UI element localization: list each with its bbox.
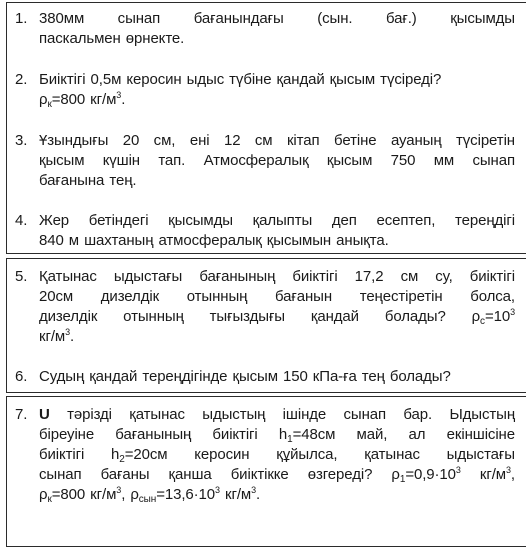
problem-text-line: U тәрізді қатынас ыдыстың ішінде сынап бар. Ыдыстың: [39, 406, 515, 423]
problem-text-line: біреуіне бағанының биіктігі $h_1=48см$ май, ал екіншісіне: [39, 426, 515, 445]
problem-text-line: қысым күшін тап. Атмосфералық қысым 750 мм сынап: [39, 152, 515, 169]
problem-text-line: Қатынас ыдыстағы бағанының биіктігі 17,2 см су, биіктігі: [39, 268, 515, 285]
problem-2: [15, 70, 515, 110]
problem-text-line: бағанына тең.: [39, 172, 137, 189]
problem-text-line: 380мм сынап бағанындағы (сын. бағ.) қысымды: [39, 10, 515, 27]
problem-text-line: 20см дизелдік отынның бағанын теңестіретін болса,: [39, 288, 515, 305]
problem-number: 7.: [15, 406, 28, 423]
problem-number: 6.: [15, 368, 28, 385]
worksheet: [6, 2, 515, 547]
problem-text-line: Судың қандай тереңдігінде қысым 150 кПа-ға тең болады?: [39, 368, 451, 385]
problem-number: 3.: [15, 132, 28, 149]
problem-1: [15, 9, 515, 49]
problem-7: [15, 405, 515, 505]
problem-text-line: 840 м шахтаның атмосфералық қысымын анықта.: [39, 232, 389, 249]
problem-group-3: [6, 396, 526, 547]
problem-group-1: [6, 2, 526, 254]
problem-number: 2.: [15, 71, 28, 88]
problem-text-line: паскальмен өрнекте.: [39, 30, 185, 47]
problem-6: [15, 367, 515, 387]
problem-text-line: Биіктігі 0,5м керосин ыдыс түбіне қандай қысым түсіреді?: [39, 71, 442, 88]
problem-text-line: сынап бағаны қанша биіктікке өзгереді? $\rho_1=0,9\cdot 10^3$ $кг/м^3$,: [39, 465, 515, 485]
problem-5: [15, 267, 515, 347]
problem-4: [15, 211, 515, 251]
problem-number: 1.: [15, 10, 28, 27]
problem-text-line: Жер бетіндегі қысымды қалыпты деп есептеп, тереңдігі: [39, 212, 515, 229]
problem-group-2: [6, 258, 526, 393]
problem-text-line: дизелдік отынның тығыздығы қандай болады? $\rho_с=10^3$: [39, 307, 515, 327]
problem-text-line: $\rho_к=800$ $кг/м^3$, $\rho_{сын}=13,6\cdot 10^3$ $кг/м^3$.: [39, 485, 261, 505]
problem-number: 4.: [15, 212, 28, 229]
problem-3: [15, 131, 515, 191]
problem-text-line: биіктігі $h_2=20см$ керосин құйылса, қатынас ыдыстағы: [39, 446, 515, 465]
problem-text-line: Ұзындығы 20 см, ені 12 см кітап бетіне ауаның түсіретін: [39, 132, 515, 149]
problem-number: 5.: [15, 268, 28, 285]
problem-text-line: $\rho_к=800$ $кг/м^3$.: [39, 90, 126, 110]
problem-text-line: $кг/м^3$.: [39, 327, 75, 345]
